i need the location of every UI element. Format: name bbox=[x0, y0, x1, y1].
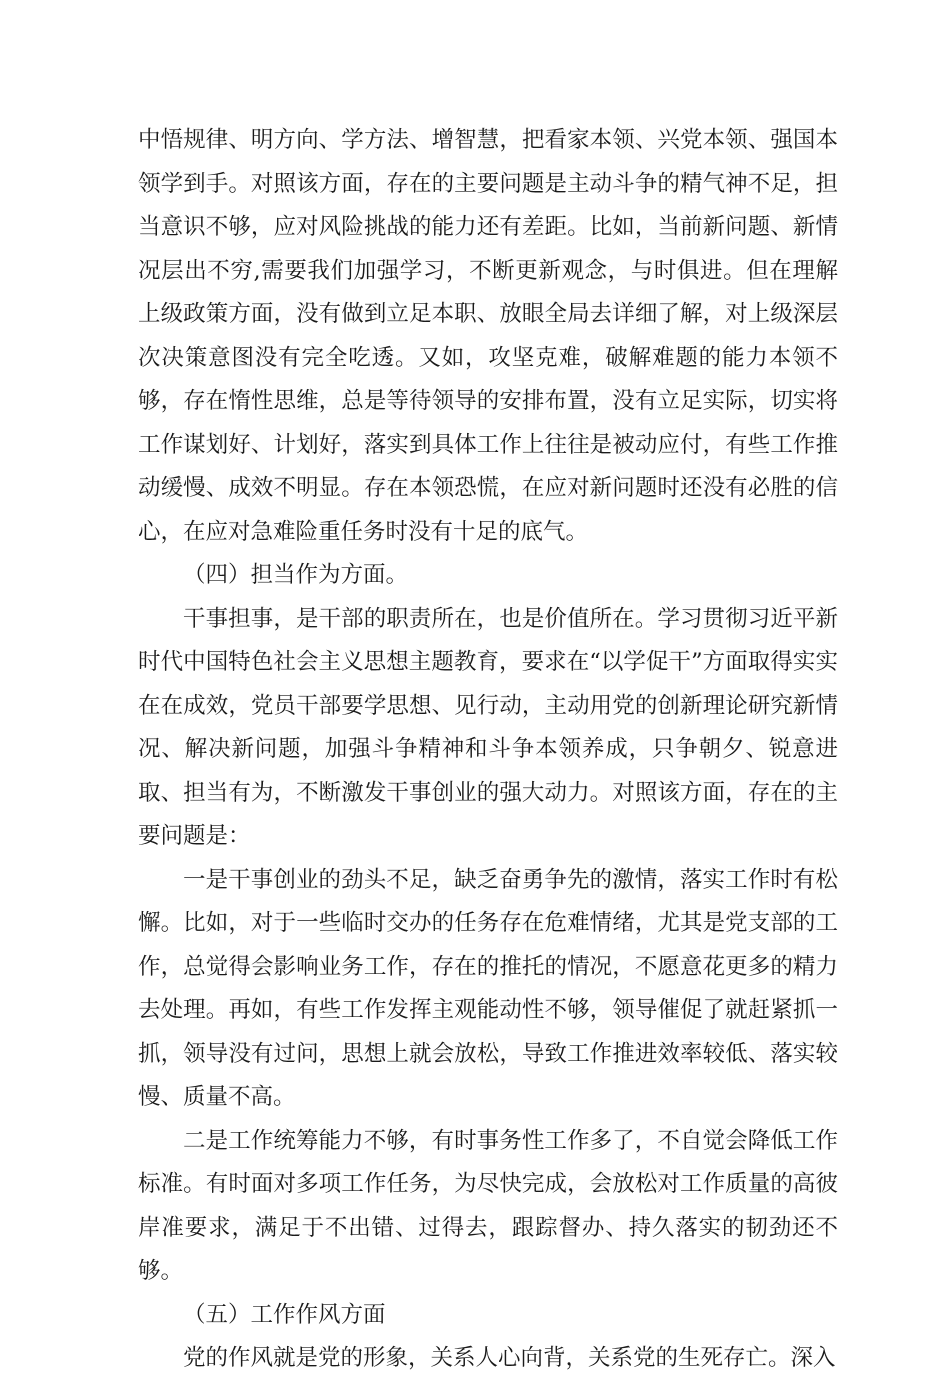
paragraph-section-five-intro: 党的作风就是党的形象，关系人心向背，关系党的生死存亡。深入 bbox=[183, 1345, 836, 1371]
section-heading-five: （五）工作作风方面 bbox=[183, 1301, 386, 1328]
paragraph-section-four-intro: 干事担事，是干部的职责所在，也是价值所在。学习贯彻习近平新时代中国特色社会主义思想主题教育，要求在“以学促干”方面取得实实在在成效，党员干部要学思想、见行动，主动用党的创新理论研究新情况、解决新问题，加强斗争精神和斗争本领养成，只争朝夕、锐意进取、担当有为，不断激发干事创业的强大动力。对照该方面，存在的主要问题是： bbox=[138, 605, 838, 849]
document-body bbox=[138, 119, 838, 1381]
paragraph-problem-one: 一是干事创业的劲头不足，缺乏奋勇争先的激情，落实工作时有松懈。比如，对于一些临时交办的任务存在危难情绪，尤其是党支部的工作，总觉得会影响业务工作，存在的推托的情况，不愿意花更多的精力去处理。再如，有些工作发挥主观能动性不够，领导催促了就赶紧抓一抓，领导没有过问，思想上就会放松，导致工作推进效率较低、落实较慢、质量不高。 bbox=[138, 866, 838, 1110]
section-heading-four: （四）担当作为方面。 bbox=[183, 562, 409, 588]
paragraph-problem-two: 二是工作统筹能力不够，有时事务性工作多了，不自觉会降低工作标准。有时面对多项工作任务，为尽快完成，会放松对工作质量的高彼岸准要求，满足于不出错、过得去，跟踪督办、持久落实的韧劲还不够。 bbox=[138, 1127, 838, 1284]
paragraph-continuation: 中悟规律、明方向、学方法、增智慧，把看家本领、兴党本领、强国本领学到手。对照该方面，存在的主要问题是主动斗争的精气神不足，担当意识不够，应对风险挑战的能力还有差距。比如，当前新问题、新情况层出不穷,需要我们加强学习，不断更新观念，与时俱进。但在理解上级政策方面，没有做到立足本职、放眼全局去详细了解，对上级深层次决策意图没有完全吃透。又如，攻坚克难，破解难题的能力本领不够，存在惰性思维，总是等待领导的安排布置，没有立足实际，切实将工作谋划好、计划好，落实到具体工作上往往是被动应付，有些工作推动缓慢、成效不明显。存在本领恐慌，在应对新问题时还没有必胜的信心，在应对急难险重任务时没有十足的底气。 bbox=[138, 127, 838, 545]
